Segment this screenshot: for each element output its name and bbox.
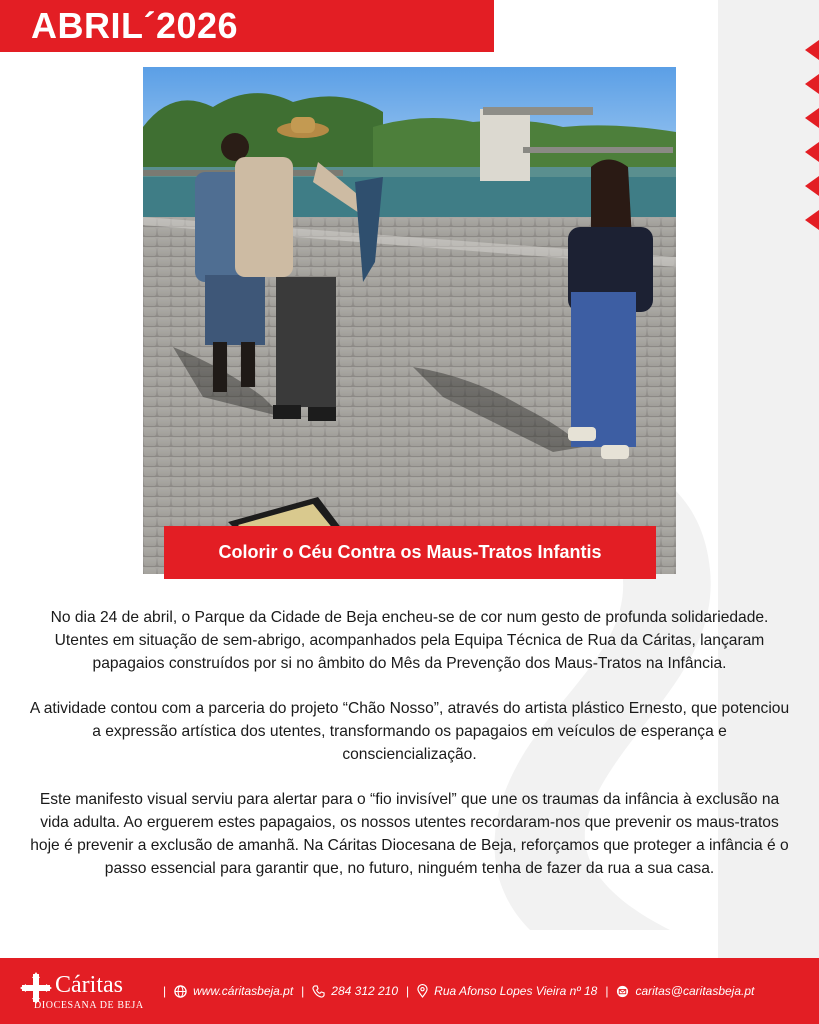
article-body [26,606,793,902]
globe-icon [174,985,187,998]
caption-title: Colorir o Céu Contra os Maus-Tratos Infantis [218,542,602,562]
location-pin-icon [417,984,428,998]
footer [0,958,819,1024]
paragraph-3: Este manifesto visual serviu para alertar para o “fio invisível” que une os traumas da infância à exclusão na vida adulta. Ao erguerem estes papagaios, os nossos utentes recordaram-nos que prevenir os maus-tratos hoje é prevenir a exclusão de amanhã. Na Cáritas Diocesana de Beja, reforçamos que proteger a infância é o passo essencial para garantir que, no futuro, ninguém tenha de fazer da rua a sua casa. [30,791,789,877]
event-photo [143,67,676,574]
decor-triangle [805,142,819,162]
divider: | [301,984,305,998]
caption-banner [164,526,656,579]
decor-triangle [805,40,819,60]
page-title: ABRIL´2026 [31,5,239,46]
divider: | [605,984,609,998]
website-link[interactable]: www.cáritasbeja.pt [193,984,294,998]
header-bar [0,0,494,52]
caritas-logo[interactable] [20,966,150,1016]
phone-number[interactable]: 284 312 210 [331,984,399,998]
email-link[interactable]: caritas@caritasbeja.pt [635,984,755,998]
decor-triangle [805,74,819,94]
email-icon [616,985,629,998]
decor-triangle [805,210,819,230]
paragraph-1: No dia 24 de abril, o Parque da Cidade de Beja encheu-se de cor num gesto de profunda solidariedade. Utentes em situação de sem-abrigo, acompanhados pela Equipa Técnica de Rua da Cáritas, lançaram papagaios construídos por si no âmbito do Mês da Prevenção dos Maus-Tratos na Infância. [50,609,769,672]
logo-subtitle: DIOCESANA DE BEJA [34,1000,144,1011]
divider: | [163,984,167,998]
decor-triangle [805,108,819,128]
footer-contacts [155,984,754,998]
paragraph-2: A atividade contou com a parceria do projeto “Chão Nosso”, através do artista plástico Ernesto, que potenciou a expressão artística dos utentes, transformando os papagaios em veículos de esperança e consciencialização. [29,700,790,763]
phone-icon [312,985,325,998]
address-text: Rua Afonso Lopes Vieira nº 18 [434,984,598,998]
divider: | [406,984,410,998]
decor-triangle [805,176,819,196]
logo-wordmark: Cáritas [55,972,123,998]
